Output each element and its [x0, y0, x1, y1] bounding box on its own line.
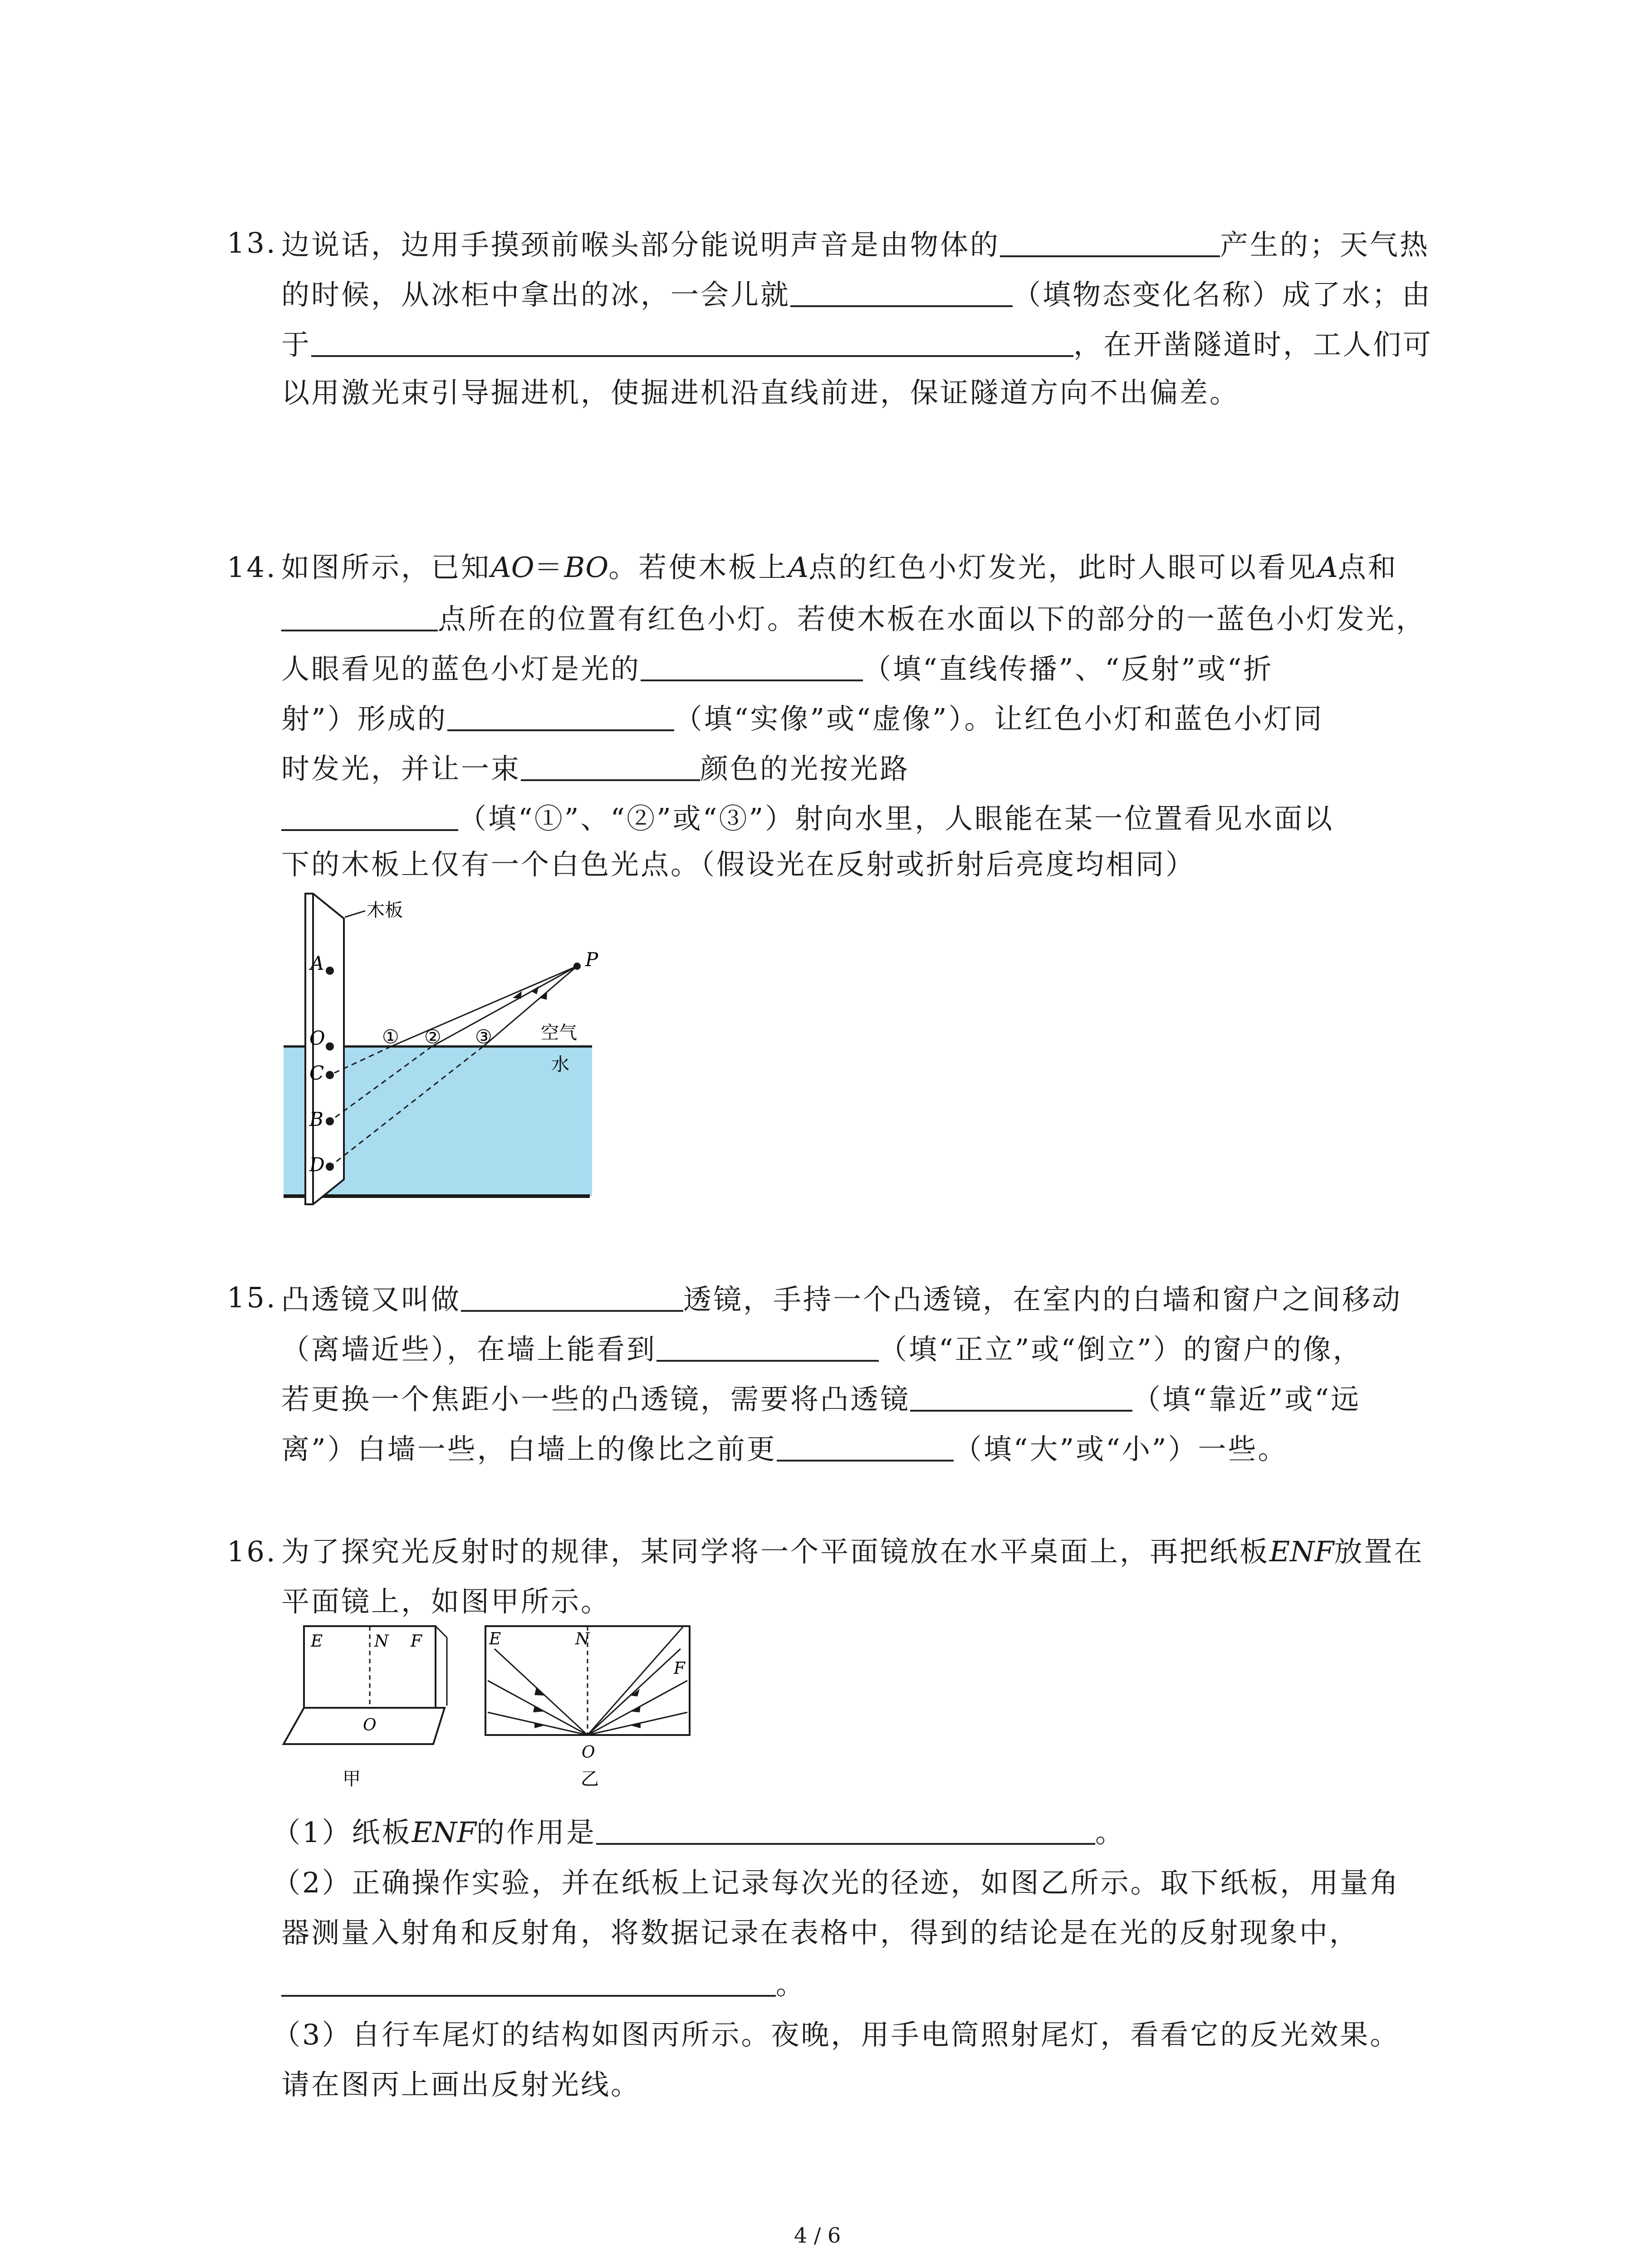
q15-number: 15.: [227, 1281, 277, 1314]
q15-blank4[interactable]: [777, 1433, 954, 1461]
board-label-leader: [345, 911, 365, 917]
label-A: A: [310, 952, 324, 974]
q15-text: 透镜，手持一个凸透镜，在室内的白墙和窗户之间移动: [683, 1283, 1402, 1316]
q14-text: 射”）形成的: [281, 702, 447, 735]
q13-line2: [281, 279, 1432, 309]
q14-text: 点所在的位置有红色小灯。若使木板在水面以下的部分的一蓝色小灯发光，: [438, 602, 1426, 635]
q16-text: （1）纸板: [272, 1816, 412, 1849]
label-O: O: [309, 1027, 325, 1049]
q14-figure: [277, 889, 603, 1216]
q13-text: 的时候，从冰柜中拿出的冰，一会儿就: [281, 278, 791, 311]
q14-text: 颜色的光按光路: [700, 752, 910, 785]
q15-line3: [281, 1383, 1361, 1416]
q15-text: （填“大”或“小”）一些。: [953, 1432, 1288, 1466]
q14-text: 点和: [1337, 551, 1398, 584]
q16-part2-line1: （2）正确操作实验，并在纸板上记录每次光的径迹，如图乙所示。取下纸板，用量角: [272, 1866, 1400, 1899]
q14-text: 点的红色小灯发光，此时人眼可以看见: [808, 551, 1318, 584]
air-label: 空气: [541, 1022, 577, 1043]
q15-blank1[interactable]: [461, 1284, 683, 1312]
q15-blank3[interactable]: [910, 1383, 1132, 1412]
point-O: [326, 1042, 334, 1051]
label-B: B: [309, 1108, 323, 1130]
label-E: E: [489, 1630, 501, 1648]
q14-var-BO: BO: [564, 551, 609, 584]
q16-part2-line2: 器测量入射角和反射角，将数据记录在表格中，得到的结论是在光的反射现象中，: [281, 1916, 1360, 1949]
q16-var-ENF: ENF: [1269, 1535, 1334, 1568]
q16-part2-line3: [281, 1969, 806, 1999]
q14-text: （填“①”、“②”或“③”）射向水里，人眼能在某一位置看见水面以: [458, 802, 1334, 835]
q14-text: 时发光，并让一束: [281, 752, 521, 785]
label-F: F: [674, 1659, 685, 1678]
ray-arrow: [540, 992, 547, 1000]
q16-part1: [272, 1817, 1125, 1847]
q13-text: （填物态变化名称）成了水；由: [1013, 278, 1432, 311]
q14-var-A: A: [1318, 551, 1338, 584]
ray-arrow: [531, 986, 539, 994]
q14-blank4[interactable]: [521, 753, 700, 781]
q15-text: （填“正立”或“倒立”）的窗户的像，: [879, 1333, 1363, 1366]
label-O: O: [582, 1743, 595, 1762]
q16-text: 的作用是: [476, 1816, 596, 1849]
q16-part3-line2: 请在图丙上画出反射光线。: [281, 2068, 641, 2101]
q13-text: 于: [281, 328, 312, 361]
q14-line4: [281, 703, 1324, 733]
q16-line2: 平面镜上，如图甲所示。: [281, 1585, 611, 1618]
q14-blank5[interactable]: [281, 803, 458, 831]
q13-line1: [281, 229, 1430, 259]
q16-figure-b: [481, 1622, 699, 1794]
q14-text: （填“直线传播”、“反射”或“折: [863, 652, 1274, 685]
q14-number: 14.: [227, 551, 277, 584]
label-P: P: [585, 948, 598, 971]
q13-blank1[interactable]: [1000, 229, 1220, 257]
q14-blank1[interactable]: [281, 603, 438, 631]
q13-text: ，在开凿隧道时，工人们可: [1073, 328, 1433, 361]
q14-text: 人眼看见的蓝色小灯是光的: [281, 652, 641, 685]
q16-blank2[interactable]: [281, 1969, 776, 1997]
label-E: E: [311, 1632, 323, 1651]
q15-text: 若更换一个焦距小一些的凸透镜，需要将凸透镜: [281, 1383, 911, 1416]
ray-label-3: ③: [475, 1026, 492, 1048]
q15-text: 离”）白墙一些，白墙上的像比之前更: [281, 1432, 777, 1466]
caption-jia: 甲: [343, 1769, 361, 1789]
caption-yi: 乙: [581, 1769, 599, 1789]
label-D: D: [309, 1154, 325, 1176]
q13-text: 边说话，边用手摸颈前喉头部分能说明声音是由物体的: [281, 228, 1000, 261]
label-C: C: [309, 1062, 324, 1084]
ray-label-1: ①: [382, 1026, 399, 1048]
board-fold-side: [436, 1626, 447, 1637]
q16-part3-line1: （3）自行车尾灯的结构如图丙所示。夜晚，用手电筒照射尾灯，看看它的反光效果。: [272, 2018, 1400, 2051]
board-label: 木板: [367, 900, 403, 921]
ray-label-2: ②: [424, 1026, 441, 1048]
q16-figure-a: [279, 1622, 470, 1794]
q14-var-AO: AO: [491, 551, 534, 584]
q13-line4: 以用激光束引导掘进机，使掘进机沿直线前进，保证隧道方向不出偏差。: [281, 376, 1240, 409]
q16-text: 。: [776, 1968, 806, 2001]
q15-text: （填“靠近”或“远: [1132, 1383, 1361, 1416]
label-N: N: [575, 1630, 590, 1648]
q14-line1: [281, 553, 1398, 582]
q15-line1: [281, 1284, 1402, 1314]
q13-text: 产生的；天气热: [1220, 228, 1430, 261]
q14-blank3[interactable]: [447, 703, 674, 731]
q13-number: 13.: [227, 226, 277, 259]
label-O: O: [363, 1716, 377, 1735]
q14-text: 如图所示，已知: [281, 551, 491, 584]
q15-text: （离墙近些），在墙上能看到: [281, 1333, 657, 1366]
q14-line2: [281, 603, 1426, 633]
point-A: [326, 967, 334, 975]
q16-blank1[interactable]: [596, 1817, 1095, 1845]
q14-text: （填“实像”或“虚像”）。让红色小灯和蓝色小灯同: [674, 702, 1324, 735]
q13-line3: [281, 329, 1433, 359]
water-label: 水: [551, 1054, 569, 1075]
q16-text: 放置在: [1334, 1535, 1424, 1568]
q14-blank2[interactable]: [641, 653, 863, 681]
q14-line3: [281, 653, 1274, 683]
page-number: 4 / 6: [794, 2223, 841, 2248]
q14-var-A: A: [788, 551, 808, 584]
q13-blank3[interactable]: [311, 329, 1073, 357]
q13-blank2[interactable]: [790, 279, 1013, 307]
q14-text: 。若使木板上: [608, 551, 789, 584]
q16-text: 为了探究光反射时的规律，某同学将一个平面镜放在水平桌面上，再把纸板: [281, 1535, 1270, 1568]
q16-number: 16.: [227, 1535, 277, 1568]
q16-var-ENF: ENF: [411, 1816, 476, 1849]
q15-line4: [281, 1432, 1288, 1466]
label-N: N: [374, 1632, 389, 1651]
label-F: F: [411, 1632, 422, 1651]
q15-text: 凸透镜又叫做: [281, 1283, 461, 1316]
q16-line1: [281, 1535, 1424, 1568]
q15-blank2[interactable]: [656, 1334, 879, 1362]
q15-line2: [281, 1334, 1363, 1364]
q14-line7: 下的木板上仅有一个白色光点。（假设光在反射或折射后亮度均相同）: [281, 848, 1196, 881]
q16-text: 。: [1095, 1816, 1126, 1849]
q14-line6: [281, 803, 1334, 833]
q14-equals: ＝: [534, 551, 564, 584]
q14-line5: [281, 753, 910, 783]
